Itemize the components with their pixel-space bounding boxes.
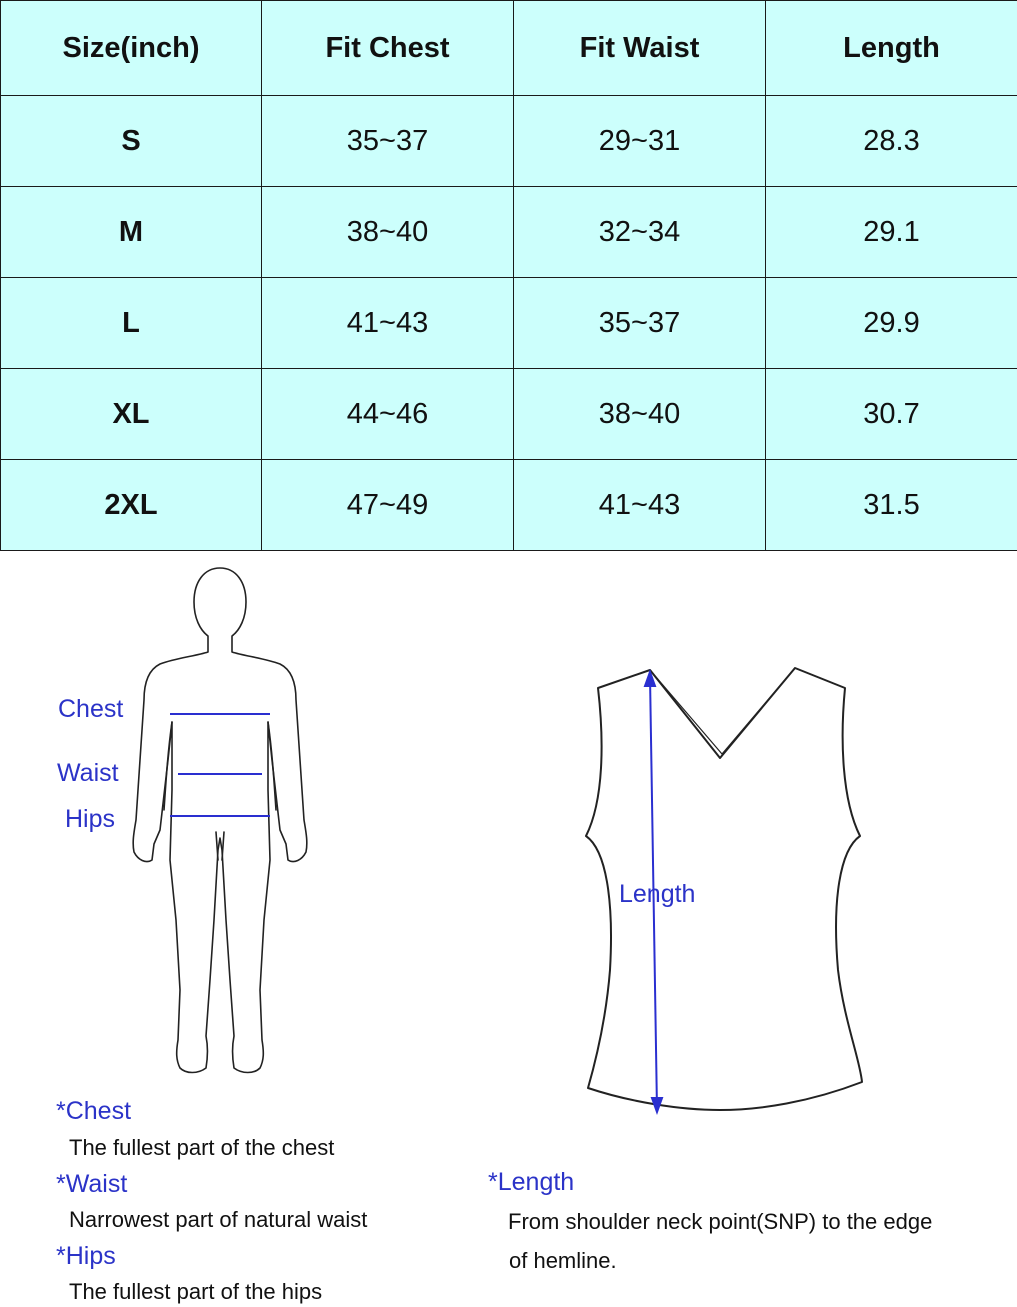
length-label: Length [619, 880, 696, 908]
chest-cell: 44~46 [262, 369, 514, 460]
waist-cell: 29~31 [514, 96, 766, 187]
header-fit-chest: Fit Chest [262, 1, 514, 96]
note-chest-text: The fullest part of the chest [69, 1135, 335, 1160]
waist-cell: 38~40 [514, 369, 766, 460]
table-row [1, 278, 1017, 369]
table-row [1, 460, 1017, 551]
leg-seam [216, 832, 224, 860]
table-row [1, 369, 1017, 460]
header-length: Length [766, 1, 1017, 96]
size-cell: M [1, 187, 262, 278]
note-hips-title: *Hips [56, 1242, 116, 1270]
waist-cell: 35~37 [514, 278, 766, 369]
arm-inner-right [268, 722, 276, 810]
size-cell: 2XL [1, 460, 262, 551]
size-cell: XL [1, 369, 262, 460]
chest-cell: 41~43 [262, 278, 514, 369]
size-cell: S [1, 96, 262, 187]
vest-outline-figure [570, 650, 880, 1120]
table-row [1, 187, 1017, 278]
length-cell: 29.9 [766, 278, 1017, 369]
length-cell: 30.7 [766, 369, 1017, 460]
head-outline [133, 568, 307, 1073]
arm-inner-left [164, 722, 172, 810]
length-cell: 28.3 [766, 96, 1017, 187]
header-size: Size(inch) [1, 1, 262, 96]
table-row [1, 96, 1017, 187]
note-length-title: *Length [488, 1168, 575, 1196]
size-chart-table [0, 0, 1017, 551]
hips-label: Hips [65, 805, 116, 833]
waist-cell: 32~34 [514, 187, 766, 278]
chest-cell: 38~40 [262, 187, 514, 278]
note-chest-title: *Chest [56, 1097, 132, 1125]
chest-label: Chest [58, 695, 124, 723]
waist-label: Waist [57, 759, 119, 787]
waist-cell: 41~43 [514, 460, 766, 551]
body-outline-figure [120, 560, 320, 1090]
length-cell: 29.1 [766, 187, 1017, 278]
note-hips-text: The fullest part of the hips [69, 1279, 323, 1304]
note-length-text-line1: From shoulder neck point(SNP) to the edge [508, 1209, 933, 1234]
table-header-row [1, 1, 1017, 96]
note-length-text-line2: of hemline. [509, 1248, 617, 1273]
chest-cell: 47~49 [262, 460, 514, 551]
chest-cell: 35~37 [262, 96, 514, 187]
arrow-bottom-icon [652, 1098, 662, 1112]
length-cell: 31.5 [766, 460, 1017, 551]
v-neck-inner [650, 668, 795, 754]
note-waist-title: *Waist [56, 1170, 128, 1198]
note-waist-text: Narrowest part of natural waist [69, 1207, 368, 1232]
header-fit-waist: Fit Waist [514, 1, 766, 96]
size-cell: L [1, 278, 262, 369]
